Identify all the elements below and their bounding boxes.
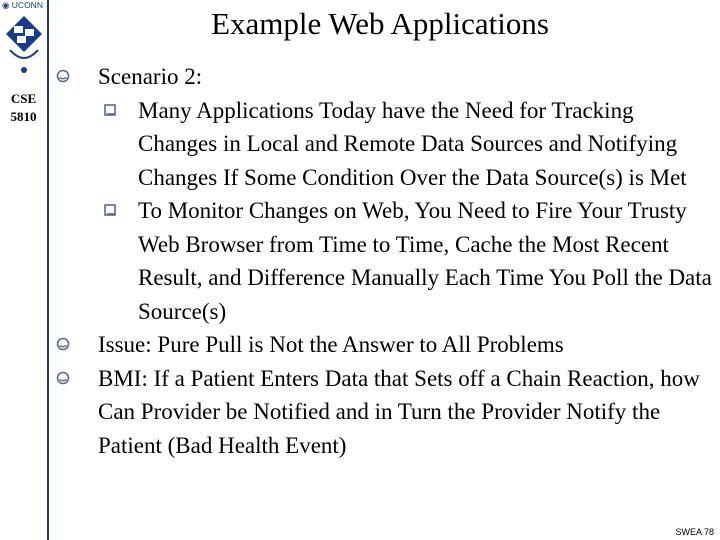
bullet-item: BMI: If a Patient Enters Data that Sets off a Chain Reaction, how Can Provider be Notified and in Turn the Provider Notify the Patient (Bad Health Event) — [56, 362, 716, 463]
circle-bullet-icon — [56, 337, 70, 351]
course-code: CSE 5810 — [10, 91, 37, 124]
sidebar-divider — [47, 0, 49, 540]
seal-icon: ◉ — [2, 0, 10, 10]
circle-bullet-icon — [56, 371, 70, 385]
uconn-logo-icon — [4, 14, 44, 76]
bullet-item: Scenario 2: — [56, 60, 716, 94]
sub-bullet-item: To Monitor Changes on Web, You Need to Fire Your Trusty Web Browser from Time to Time, Cache the Most Recent Result, and Difference Manually Each Time You Poll the Data Source(s) — [56, 194, 716, 328]
square-bullet-icon — [104, 204, 116, 216]
sub-bullet-item: Many Applications Today have the Need for Tracking Changes in Local and Remote Data Sources and Notifying Changes If Some Condition Over the Data Source(s) is Met — [56, 94, 716, 195]
slide-content — [56, 60, 716, 462]
circle-bullet-icon — [56, 69, 70, 83]
slide-footer: SWEA 78 — [675, 527, 714, 537]
square-bullet-icon — [104, 104, 116, 116]
logo-text: ◉ UCONN — [2, 0, 43, 10]
bullet-item: Issue: Pure Pull is Not the Answer to All Problems — [56, 328, 716, 362]
sidebar — [0, 0, 47, 540]
slide-title: Example Web Applications — [211, 6, 549, 41]
